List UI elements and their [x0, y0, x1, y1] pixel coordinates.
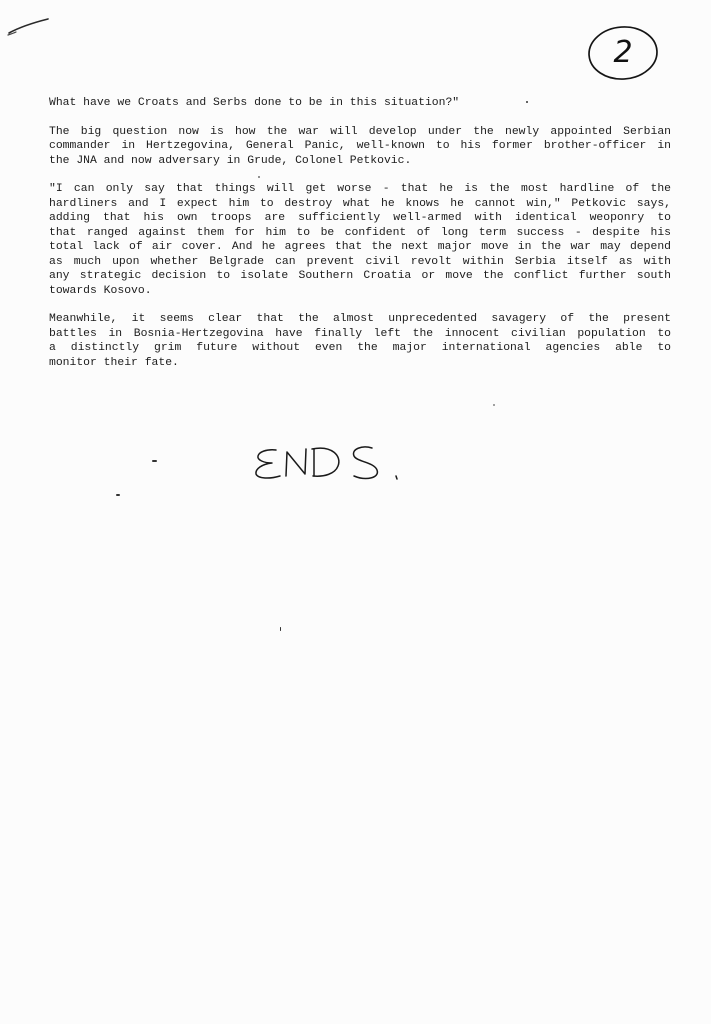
- scan-speck: [152, 460, 157, 462]
- text-line: total lack of air cover. And he agrees that the next major move in the war may depend: [49, 241, 671, 253]
- text-line: that ranged against them for him to be confident of long term success - despite his: [49, 226, 671, 239]
- text-line: a distinctly grim future without even the major international agencies able to: [49, 342, 671, 354]
- staple-mark-icon: [6, 16, 54, 40]
- document-body: [49, 96, 671, 370]
- text-line: monitor their fate.: [49, 356, 179, 369]
- text-line: battles in Bosnia-Hertzegovina have finally left the innocent civilian population to: [49, 327, 671, 340]
- scan-speck: [258, 176, 260, 178]
- text-line: the JNA and now adversary in Grude, Colonel Petkovic.: [49, 154, 412, 167]
- paragraph-1: [49, 96, 671, 111]
- scan-speck: [526, 101, 528, 103]
- page-number: [586, 24, 660, 82]
- text-line: towards Kosovo.: [49, 284, 152, 297]
- text-line: The big question now is how the war will develop under the newly appointed Serbian: [49, 125, 671, 138]
- paragraph-3: [49, 182, 671, 298]
- scan-speck: [280, 627, 281, 631]
- text-line: adding that his own troops are sufficiently well-armed with identical weoponry to: [49, 212, 671, 224]
- scan-speck: [116, 494, 120, 496]
- paragraph-2: [49, 125, 671, 169]
- paragraph-4: [49, 312, 671, 370]
- scan-speck: [493, 404, 495, 406]
- text-line: hardliners and I expect him to destroy what he knows he cannot win," Petkovic says,: [49, 197, 671, 210]
- text-line: any strategic decision to isolate Southern Croatia or move the conflict further south: [49, 270, 671, 282]
- text-line: commander in Hertzegovina, General Panic, well-known to his former brother-officer in: [49, 140, 671, 152]
- text-line: Meanwhile, it seems clear that the almost unprecedented savagery of the present: [49, 313, 671, 325]
- handwritten-ends-signature: [250, 436, 420, 488]
- text-line: What have we Croats and Serbs done to be in this situation?": [49, 97, 460, 109]
- page-number-text: 2: [613, 35, 633, 70]
- text-line: as much upon whether Belgrade can prevent civil revolt within Serbia itself as with: [49, 255, 671, 268]
- text-line: "I can only say that things will get worse - that he is the most hardline of the: [49, 183, 671, 195]
